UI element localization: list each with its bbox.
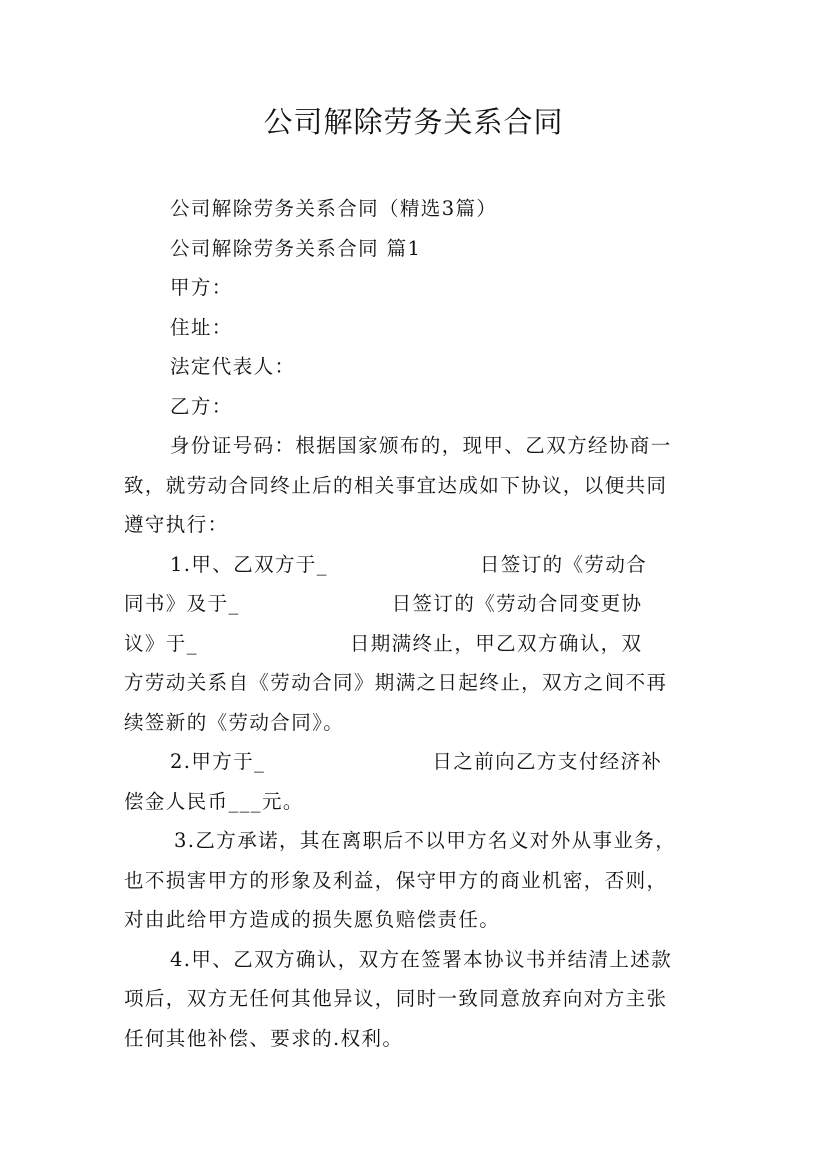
paragraph-line: 公司解除劳务关系合同（精选3篇） <box>170 197 498 220</box>
paragraph-line: 同书》及于_ 日签订的《劳动合同变更协 <box>124 592 643 615</box>
paragraph-line: 致，就劳动合同终止后的相关事宜达成如下协议，以便共同 <box>124 473 668 497</box>
paragraph-line: 1.甲、乙双方于_ 日签订的《劳动合 <box>170 552 648 576</box>
paragraph-line: 续签新的《劳动合同》。 <box>124 710 345 734</box>
paragraph-line: 方劳动关系自《劳动合同》期满之日起终止，双方之间不再 <box>124 671 668 694</box>
paragraph-line: 偿金人民币___元。 <box>124 789 304 813</box>
paragraph-line: 对由此给甲方造成的损失愿负赔偿责任。 <box>124 908 501 931</box>
paragraph-line: 公司解除劳务关系合同 篇1 <box>170 236 422 260</box>
paragraph-line: 2.甲方于_ 日之前向乙方支付经济补 <box>170 750 663 773</box>
paragraph-line: 4.甲、乙双方确认，双方在签署本协议书并结清上述款 <box>170 947 673 971</box>
paragraph-line: 项后，双方无任何其他异议，同时一致同意放弃向对方主张 <box>124 987 668 1010</box>
paragraph-line: 也不损害甲方的形象及利益，保守甲方的商业机密，否则， <box>124 868 668 892</box>
paragraph-line: 法定代表人： <box>170 355 296 378</box>
paragraph-line: 住址： <box>170 315 233 339</box>
paragraph-line: 3.乙方承诺，其在离职后不以甲方名义对外从事业务， <box>174 829 677 852</box>
paragraph-line: 甲方： <box>170 276 233 299</box>
paragraph-line: 议》于_ 日期满终止，甲乙双方确认，双 <box>124 631 643 655</box>
paragraph-line: 乙方： <box>170 394 233 418</box>
paragraph-line: 身份证号码：根据国家颁布的，现甲、乙双方经协商一 <box>170 434 672 457</box>
paragraph-line: 任何其他补偿、要求的.权利。 <box>124 1026 404 1050</box>
document-body <box>124 189 704 1058</box>
paragraph-line: 遵守执行： <box>124 513 229 536</box>
document-title: 公司解除劳务关系合同 <box>263 105 564 139</box>
